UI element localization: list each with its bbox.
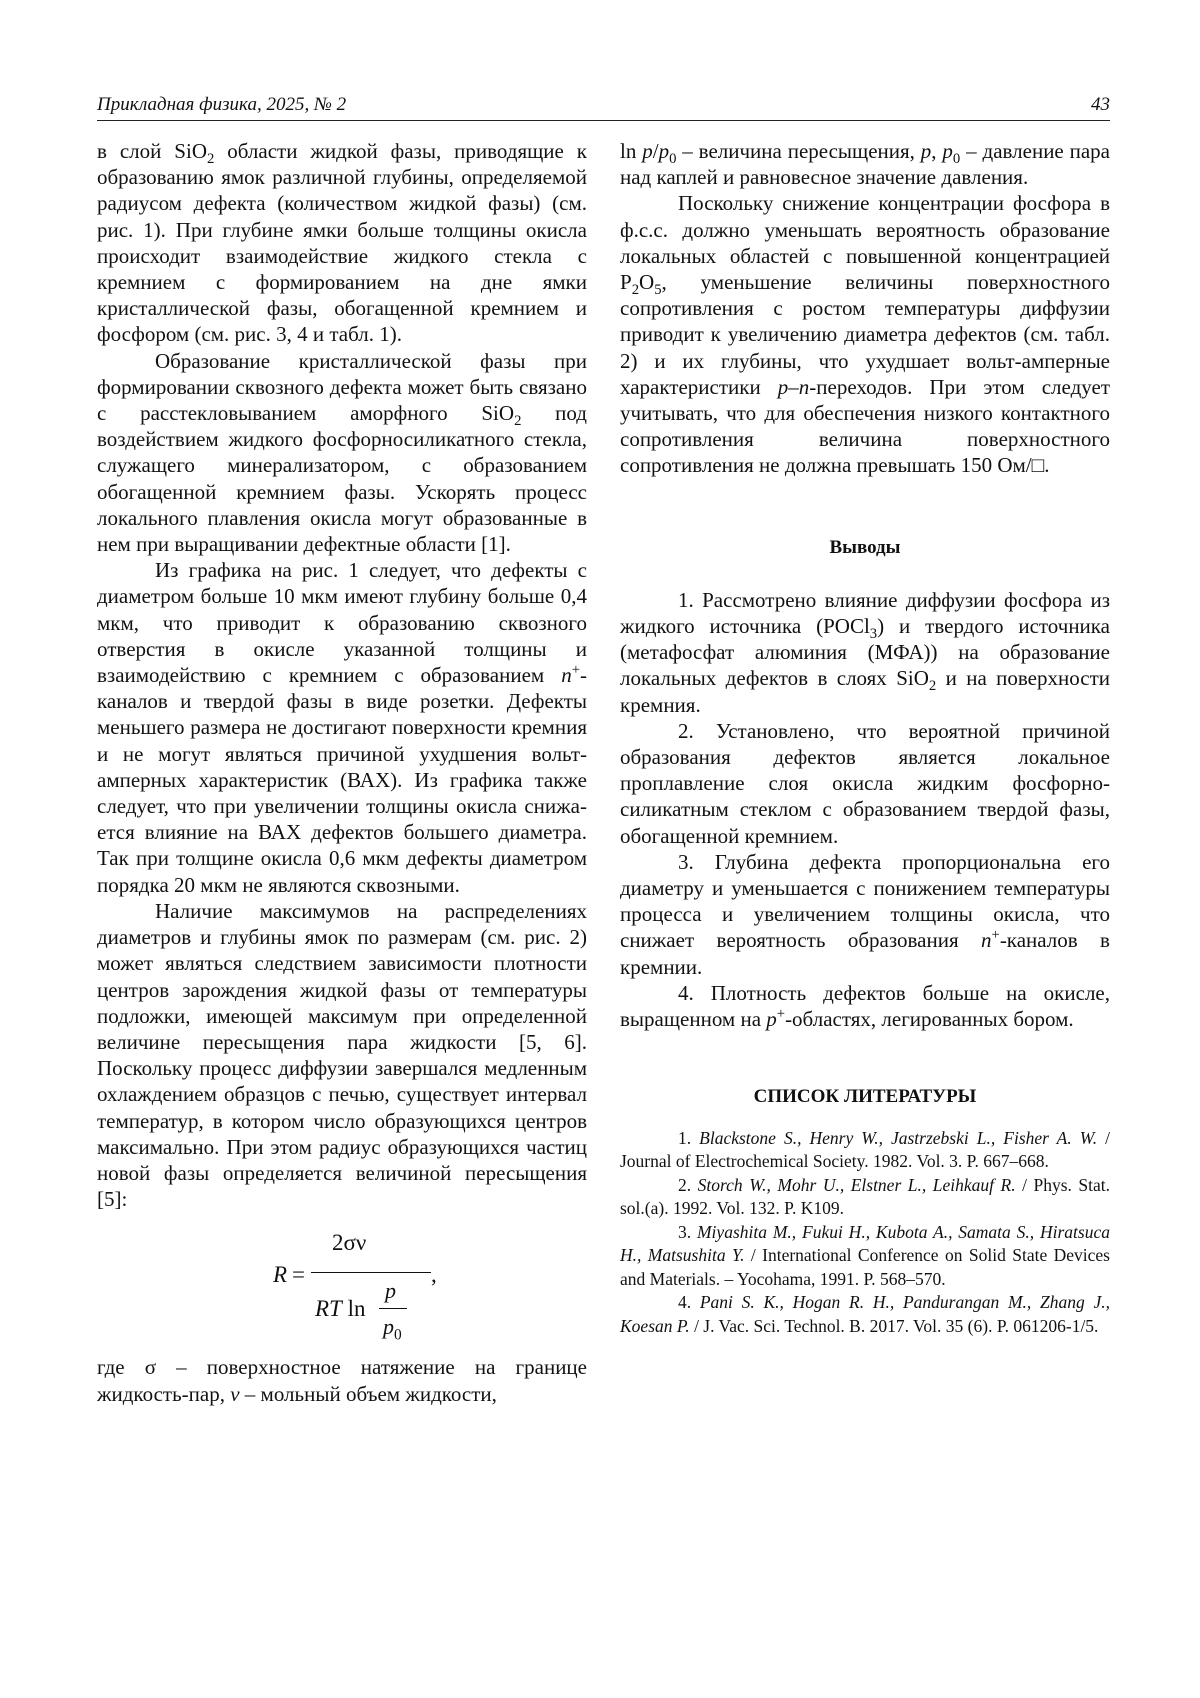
conclusions-heading: Выводы bbox=[829, 536, 901, 558]
fraction-bar-inner bbox=[379, 1308, 407, 1309]
paragraph: Наличие максимумов на распределениях диаметров и глубины ямок по размерам (см. рис. 2) может являться следствием зависимости плотности центров зарождения жидкой фазы от температуры подложки, имеющей максимум при определенной величине пересыщения пара жидкости [5, 6]. Поскольку процесс диффузии завершался медленным охлаждением образцов с печью, существует интервал температур, в котором число образующихся центров максимально. При этом радиус образующихся частиц новой фазы определяется величиной пересыщения [5]: bbox=[97, 898, 587, 1212]
formula-denominator: RT ln bbox=[315, 1296, 366, 1322]
fraction-bar bbox=[311, 1272, 431, 1273]
right-column bbox=[620, 138, 1110, 1338]
left-column bbox=[97, 138, 587, 1407]
formula-inner-denominator: $p_0$ bbox=[383, 1314, 402, 1344]
conclusion-item: 1. Рассмотрено влияние диффузии фосфора из жидкого источника (POCl$_3$) и твердого источника (метафосфат алюминия (МФА)) на образование локальных дефектов в слоях SiO$_2$ и на поверхности кремния. bbox=[620, 587, 1111, 717]
paragraph: Поскольку снижение концентрации фосфора в ф.с.с. должно уменьшать вероятность образование локальных областей с повышенной концентрацией $P_2O_5$, уменьшение величины поверхностного сопротивления с ростом температуры диффузии приводит к увеличению диаметра дефектов (см. табл. 2) и их глубины, что ухудшает вольт-амперные характеристики p–n-переходов. При этом следует учитывать, что для обеспечения низкого контактного сопротивления величина поверхностного сопротивления не должна превышать 150 Ом/□. bbox=[620, 191, 1110, 478]
formula-inner-numerator: p bbox=[385, 1278, 396, 1304]
formula-radius: R = 2σν , RT ln p $p_0$ bbox=[273, 1230, 437, 1344]
reference-item: 2. Storch W., Mohr U., Elstner L., Leihkauf R. / Phys. Stat. sol.(a). 1992. Vol. 132. P. K109. bbox=[620, 1174, 1110, 1218]
conclusion-item: 3. Глубина дефекта пропорциональна его диаметру и уменьшается с понижением температуры процесса и увеличением толщины окисла, что снижает вероятность образования n+-каналов в кремнии. bbox=[620, 849, 1110, 979]
paragraph: Образование кристаллической фазы при формировании сквозного дефекта может быть связано с расстекловыванием аморфного SiO$_2$ под воздействием жидкого фосфорносиликатного стекла, служащего минерализатором, с образованием обогащенной кремнием фазы. Ускорять процесс локального плавления окисла могут образованные в нем при выращивании дефектные области [1]. bbox=[97, 348, 587, 557]
paragraph: в слой SiO$_2$ области жидкой фазы, приводящие к образованию ямок различной глубины, определяемой радиусом дефекта (количеством жидкой фазы) (см. рис. 1). При глубине ямки больше толщины окисла происходит взаимодействие жидкого стекла с кремнием с формированием на дне ямки кристаллической фазы, обогащенной кремнием и фосфором (см. рис. 3, 4 и табл. 1). bbox=[97, 139, 587, 347]
running-header bbox=[97, 86, 1110, 121]
paragraph: $\ln p/p_0$ – величина пересыщения, p, $p_0$ – давление пара над каплей и равновесное значение давления. bbox=[620, 139, 1111, 190]
paragraph: Из графика на рис. 1 следует, что дефекты с диаметром больше 10 мкм имеют глубину больше 0,4 мкм, что приводит к образованию сквозного отверстия в окисле указанной толщины и взаимодействию с кремнием с образованием n+-каналов и твердой фазы в виде розетки. Дефекты меньшего размера не достигают поверхности кремния и не могут являться причиной ухудшения вольт-амперных характеристик (ВАХ). Из графика также следует, что при увеличении толщины окисла снижается влияние на ВАХ дефектов большего диаметра. Так при толщине окисла 0,6 мкм дефекты диаметром порядка 20 мкм не являются сквозными. bbox=[97, 558, 587, 897]
reference-item: 4. Pani S. K., Hogan R. H., Pandurangan M., Zhang J., Koesan P. / J. Vac. Sci. Technol. B. 2017. Vol. 35 (6). P. 061206-1/5. bbox=[620, 1292, 1110, 1336]
reference-item: 1. Blackstone S., Henry W., Jastrzebski L., Fisher A. W. / Journal of Electrochemical Society. 1982. Vol. 3. P. 667–668. bbox=[620, 1127, 1110, 1171]
formula-lhs: R bbox=[273, 1262, 288, 1288]
journal-title: Прикладная физика, 2025, № 2 bbox=[97, 94, 347, 115]
conclusion-item: 2. Установлено, что вероятной причиной образования дефектов является локальное проплавление слоя окисла жидким фосфорносиликатным стеклом с образованием твердой фазы, обогащенной кремнием. bbox=[620, 718, 1110, 848]
formula-numerator: 2σν bbox=[332, 1230, 367, 1256]
page-number: 43 bbox=[1091, 94, 1110, 115]
formula-equals: = bbox=[292, 1262, 305, 1288]
reference-item: 3. Miyashita M., Fukui H., Kubota A., Samata S., Hiratsuca H., Matsushita Y. / International Conference on Solid State Devices and Materials. – Yocohama, 1991. P. 568–570. bbox=[620, 1221, 1111, 1289]
reference-list bbox=[620, 1127, 1110, 1339]
references-heading: СПИСОК ЛИТЕРАТУРЫ bbox=[753, 1086, 977, 1108]
paragraph: где σ – поверхностное натяжение на границе жидкость-пар, v – мольный объем жидкости, bbox=[97, 1355, 587, 1406]
conclusion-item: 4. Плотность дефектов больше на окисле, выращенном на p+-областях, легированных бором. bbox=[620, 980, 1110, 1032]
